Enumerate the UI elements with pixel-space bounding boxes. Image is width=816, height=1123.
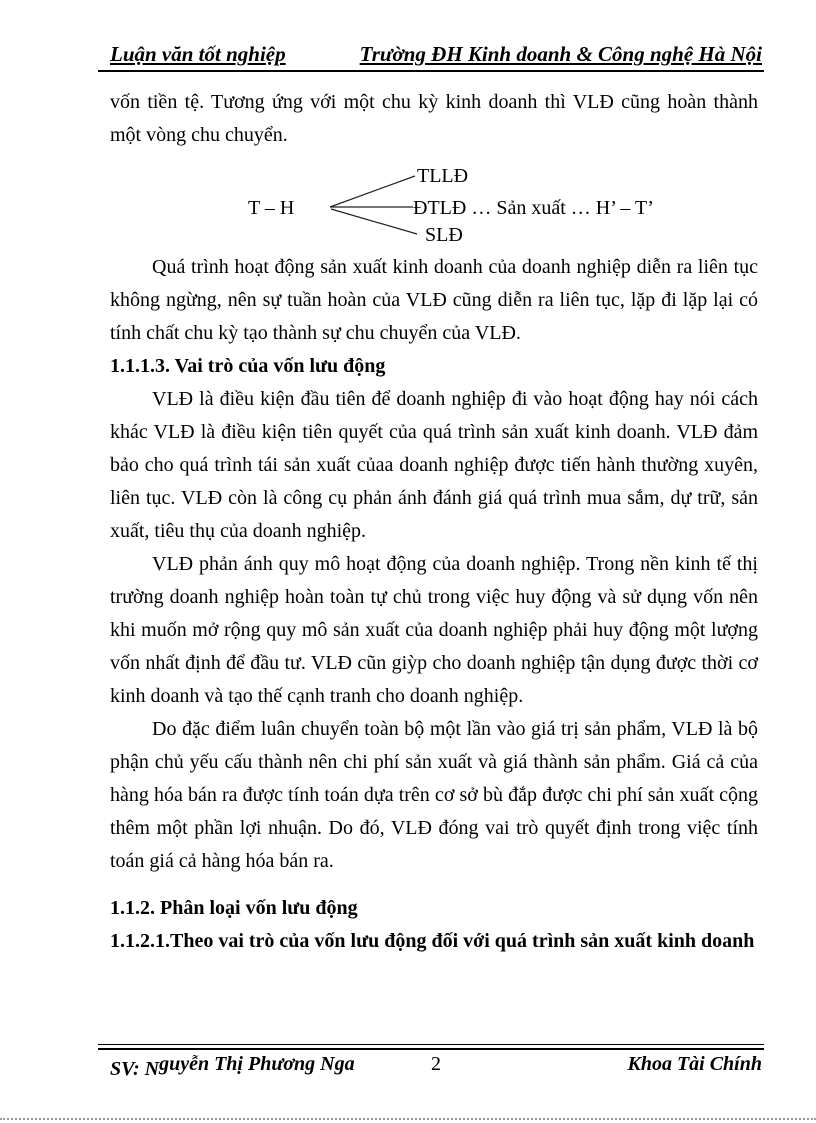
heading-1-1-1-3: 1.1.1.3. Vai trò của vốn lưu động	[110, 355, 386, 377]
capital-cycle-diagram	[110, 152, 758, 251]
diagram-branch-tlld: TLLĐ	[417, 165, 469, 187]
header-thesis-title: Luận văn tốt nghiệp	[110, 42, 286, 66]
paragraph-role-3: Do đặc điểm luân chuyển toàn bộ một lần vào giá trị sản phẩm, VLĐ là bộ phận chủ yếu cấu thành nên chi phí sản xuất và giá thành sản phẩm. Giá cả của hàng hóa bán ra được tính toán dựa trên cơ sở bù đắp được chi phí sản xuất cộng thêm một phần lợi nhuận. Do đó, VLĐ đóng vai trò quyết định trong việc tính toán giá cả hàng hóa bán ra.	[110, 718, 758, 872]
page-number: 2	[431, 1053, 441, 1075]
paragraph-intro: vốn tiền tệ. Tương ứng với một chu kỳ kinh doanh thì VLĐ cũng hoàn thành một vòng chu chuyển.	[110, 91, 758, 146]
page-header-row	[98, 42, 764, 67]
diagram-branch-dtld: ĐTLĐ … Sản xuất … H’ – T’	[413, 197, 654, 219]
paragraph-role-2: VLĐ phản ánh quy mô hoạt động của doanh nghiệp. Trong nền kinh tế thị trường doanh nghiệp hoàn toàn tự chủ trong việc huy động và sử dụng vốn nên khi muốn mở rộng quy mô sản xuất của doanh nghiệp phải huy động một lượng vốn nhất định để đầu tư. VLĐ cũn giỳp cho doanh nghiệp tận dụng được thời cơ kinh doanh và tạo thế cạnh tranh cho doanh nghiệp.	[110, 553, 758, 707]
page-break-dotted-line	[0, 1118, 816, 1120]
footer-student-prefix: SV: N	[110, 1058, 160, 1080]
diagram-term-t-h: T – H	[248, 197, 295, 219]
diagram-branch-sld: SLĐ	[425, 224, 463, 246]
heading-1-1-2: 1.1.2. Phân loại vốn lưu động	[110, 897, 358, 919]
heading-1-1-2-1: 1.1.2.1.Theo vai trò của vốn lưu động đối với quá trình sản xuất kinh doanh	[110, 930, 755, 952]
header-university-name: Trường ĐH Kinh doanh & Công nghệ Hà Nội	[359, 42, 762, 66]
footer-student-rest: guyễn Thị Phương Nga	[159, 1053, 355, 1075]
page-footer	[98, 1044, 764, 1080]
footer-faculty-name: Khoa Tài Chính	[627, 1053, 762, 1075]
page-header	[98, 42, 764, 72]
paragraph-cycle: Quá trình hoạt động sản xuất kinh doanh của doanh nghiệp diễn ra liên tục không ngừng, nên sự tuần hoàn của VLĐ cũng diễn ra liên tục, lặp đi lặp lại có tính chất chu kỳ tạo thành sự chu chuyển của VLĐ.	[110, 256, 758, 344]
footer-student-name	[110, 1053, 431, 1080]
document-body	[110, 86, 758, 958]
paragraph-role-1: VLĐ là điều kiện đầu tiên để doanh nghiệp đi vào hoạt động hay nói cách khác VLĐ là điều kiện tiên quyết của quá trình sản xuất kinh doanh. VLĐ đảm bảo cho quá trình tái sản xuất củaa doanh nghiệp được tiến hành thường xuyên, liên tục. VLĐ còn là công cụ phản ánh đánh giá quá trình mua sắm, dự trữ, sản xuất, tiêu thụ của doanh nghiệp.	[110, 388, 758, 542]
page-footer-row	[98, 1050, 764, 1080]
